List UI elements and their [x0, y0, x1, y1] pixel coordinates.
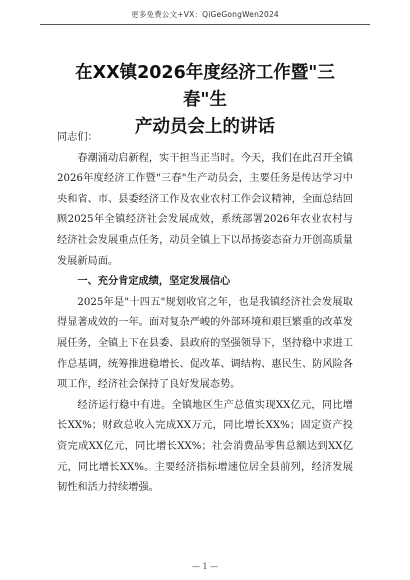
- title-line-2: 产动员会上的讲话: [135, 117, 275, 137]
- header-divider: [40, 24, 370, 25]
- header-note: 更多免费公文+VX：QiGeGongWen2024: [131, 10, 279, 19]
- paragraph-economy: 经济运行稳中有进。全镇地区生产总值实现XX亿元，同比增长XX%；财政总收入完成XX万元，同比增长XX%；固定资产投资完成XX亿元，同比增长XX%；社会消费品零售总额达到XX亿元，同比增长XX%。主要经济指标增速位居全县前列，经济发展韧性和活力持续增强。: [57, 399, 353, 494]
- salutation: 同志们：: [57, 132, 98, 143]
- page-number: — 1 —: [191, 562, 219, 571]
- paragraph-achievements: 2025年是"十四五"规划收官之年，也是我镇经济社会发展取得显著成效的一年。面对复杂严峻的外部环境和艰巨繁重的改革发展任务，全镇上下在县委、县政府的坚强领导下，坚持稳中求进工作总基调，统筹推进稳增长、促改革、调结构、惠民生、防风险各项工作，经济社会保持了良好发展态势。: [57, 296, 353, 391]
- paragraph-opening: 春潮涌动启新程，实干担当正当时。今天，我们在此召开全镇2026年度经济工作暨"三春"生产动员会，主要任务是传达学习中央和省、市、县委经济工作及农业农村工作会议精神，全面总结回顾2025年全镇经济社会发展成效，系统部署2026年农业农村与经济社会发展重点任务，动员全镇上下以昂扬姿态奋力开创高质量发展新局面。: [57, 152, 353, 267]
- section-heading-1: 一、充分肯定成绩，坚定发展信心: [77, 276, 231, 288]
- document-body: [57, 128, 353, 499]
- title-line-1: 在XX镇2026年度经济工作暨"三春"生: [75, 63, 335, 110]
